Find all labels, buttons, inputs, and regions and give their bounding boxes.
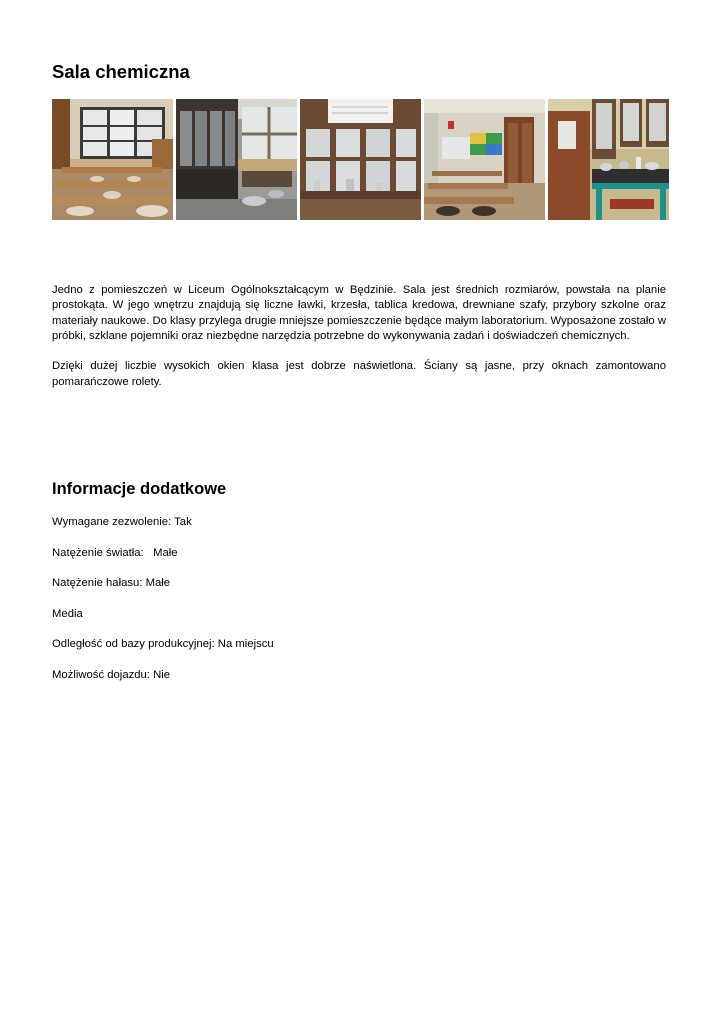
photo-gallery [52,99,670,220]
permit-label: Wymagane zezwolenie: [52,516,172,528]
permit-value: Tak [174,516,192,528]
access-label: Możliwość dojazdu: [52,669,150,681]
access-value: Nie [153,669,171,681]
description [52,283,666,405]
distance-value: Na miejscu [217,638,274,650]
light-value: Małe [153,547,178,559]
media-label: Media [52,608,83,620]
access-row [52,668,170,683]
distance-row [52,637,274,652]
noise-label: Natężenie hałasu: [52,577,143,589]
classroom-photo-4[interactable] [424,99,545,220]
distance-label: Odległość od bazy produkcyjnej: [52,638,215,650]
classroom-photo-2[interactable] [176,99,297,220]
page-title: Sala chemiczna [52,61,190,82]
noise-value: Małe [145,577,171,589]
classroom-photo-1[interactable] [52,99,173,220]
classroom-photo-5[interactable] [548,99,669,220]
additional-info-heading: Informacje dodatkowe [52,480,227,498]
light-row [52,546,178,561]
light-label: Natężenie światła: [52,547,144,559]
permit-row [52,515,192,530]
media-row [52,607,83,622]
description-paragraph-2: Dzięki dużej liczbie wysokich okien klasa jest dobrze naświetlona. Ściany są jasne, przy oknach zamontowano pomarańczowe rolety. [52,360,666,388]
description-paragraph-1: Jedno z pomieszczeń w Liceum Ogólnokształcącym w Będzinie. Sala jest średnich rozmiarów, powstała na planie prostokąta. W jego wnętrzu znajdują się liczne ławki, krzesła, tablica kredowa, drewniane szafy, przybory szkolne oraz materiały naukowe. Do klasy przylega drugie mniejsze pomieszczenie będące małym laboratorium. Wyposażone zostało w próbki, szklane pojemniki oraz niezbędne narzędzia potrzebne do wykonywania zadań i doświadczeń chemicznych. [52,284,666,342]
classroom-photo-3[interactable] [300,99,421,220]
noise-row [52,576,170,591]
